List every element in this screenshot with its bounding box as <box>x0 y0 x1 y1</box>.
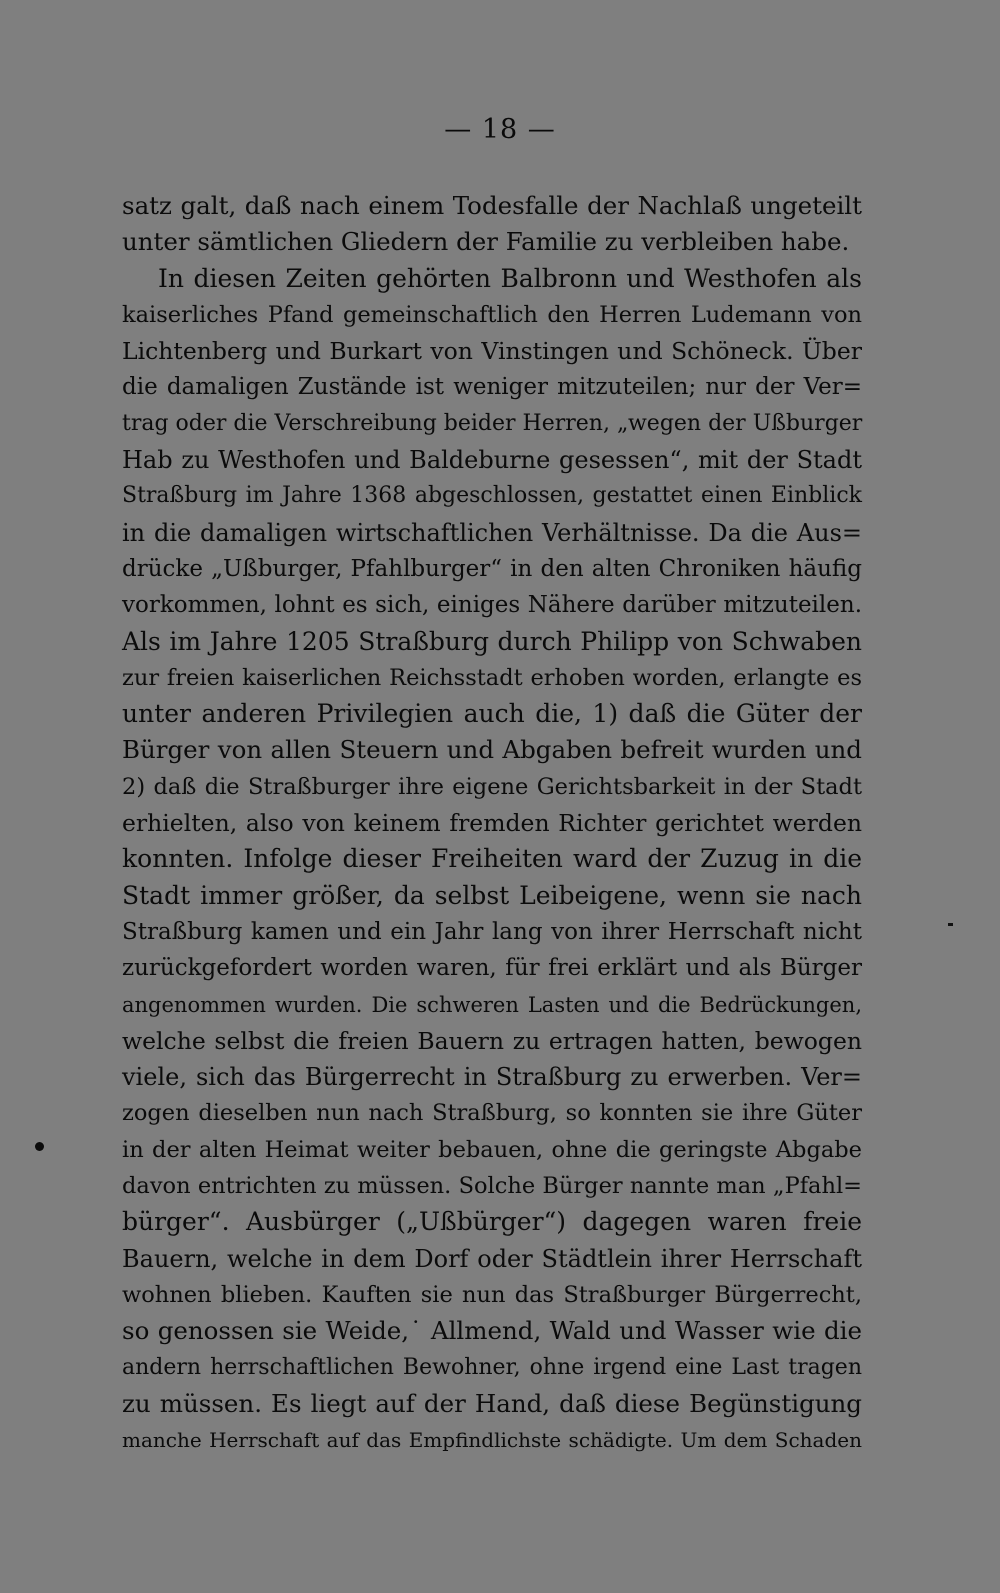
text-line: viele, sich das Bürgerrecht in Straßburg zu erwerben. Ver= <box>122 1063 862 1092</box>
text-line: 2) daß die Straßburger ihre eigene Gerichtsbarkeit in der Stadt <box>122 773 862 800</box>
text-line: Straßburg kamen und ein Jahr lang von ihrer Herrschaft nicht <box>122 918 862 945</box>
text-line: manche Herrschaft auf das Empfindlichste schädigte. Um dem Schaden <box>122 1428 862 1453</box>
text-line: zogen dieselben nun nach Straßburg, so konnten sie ihre Güter <box>122 1100 862 1127</box>
text-line: die damaligen Zustände ist weniger mitzuteilen; nur der Ver= <box>122 374 862 401</box>
text-line: in der alten Heimat weiter bebauen, ohne die geringste Abgabe <box>122 1136 862 1163</box>
text-line: zu müssen. Es liegt auf der Hand, daß diese Begünstigung <box>122 1388 862 1418</box>
text-line: unter anderen Privilegien auch die, 1) daß die Güter der <box>122 699 862 729</box>
text-line: Straßburg im Jahre 1368 abgeschlossen, gestattet einen Einblick <box>122 483 862 509</box>
text-line: angenommen wurden. Die schweren Lasten und die Bedrückungen, <box>122 992 862 1017</box>
text-line: so genossen sie Weide,˙ Allmend, Wald und Wasser wie die <box>122 1316 862 1346</box>
text-line: bürger“. Ausbürger („Ußbürger“) dagegen waren freie <box>122 1207 862 1237</box>
text-line: trag oder die Verschreibung beider Herren, „wegen der Ußburger <box>122 410 863 436</box>
text-line: Stadt immer größer, da selbst Leibeigene, wenn sie nach <box>122 880 862 910</box>
text-line: Bürger von allen Steuern und Abgaben befreit wurden und <box>122 735 862 765</box>
text-line: zur freien kaiserlichen Reichsstadt erhoben worden, erlangte es <box>122 664 862 691</box>
text-line: Als im Jahre 1205 Straßburg durch Philipp von Schwaben <box>122 626 862 656</box>
body-text <box>122 188 862 1458</box>
ink-speck <box>948 923 953 926</box>
text-line: satz galt, daß nach einem Todesfalle der Nachlaß ungeteilt <box>122 191 862 220</box>
text-line: vorkommen, lohnt es sich, einiges Nähere darüber mitzuteilen. <box>122 592 862 619</box>
text-line: kaiserliches Pfand gemeinschaftlich den Herren Ludemann von <box>122 301 862 328</box>
text-line: unter sämtlichen Gliedern der Familie zu verbleiben habe. <box>122 227 850 257</box>
text-line: erhielten, also von keinem fremden Richter gerichtet werden <box>122 809 862 838</box>
text-line: in die damaligen wirtschaftlichen Verhältnisse. Da die Aus= <box>122 518 862 547</box>
text-line: Lichtenberg und Burkart von Vinstingen und Schöneck. Über <box>122 337 862 366</box>
text-line: In diesen Zeiten gehörten Balbronn und Westhofen als <box>158 263 862 293</box>
text-line: davon entrichten zu müssen. Solche Bürger nannte man „Pfahl= <box>122 1173 862 1200</box>
text-line: konnten. Infolge dieser Freiheiten ward der Zuzug in die <box>122 844 862 874</box>
ink-speck <box>35 1142 44 1151</box>
text-line: wohnen blieben. Kauften sie nun das Straßburger Bürgerrecht, <box>122 1281 862 1308</box>
text-line: Hab zu Westhofen und Baldeburne gesessen“, mit der Stadt <box>122 446 862 475</box>
text-line: welche selbst die freien Bauern zu ertragen hatten, bewogen <box>122 1026 862 1055</box>
text-line: Bauern, welche in dem Dorf oder Städtlein ihrer Herrschaft <box>122 1244 862 1273</box>
page-number: — 18 — <box>444 114 556 145</box>
text-line: zurückgefordert worden waren, für frei erklärt und als Bürger <box>122 955 862 982</box>
text-line: drücke „Ußburger, Pfahlburger“ in den alten Chroniken häufig <box>122 555 862 582</box>
text-line: andern herrschaftlichen Bewohner, ohne irgend eine Last tragen <box>122 1354 862 1380</box>
